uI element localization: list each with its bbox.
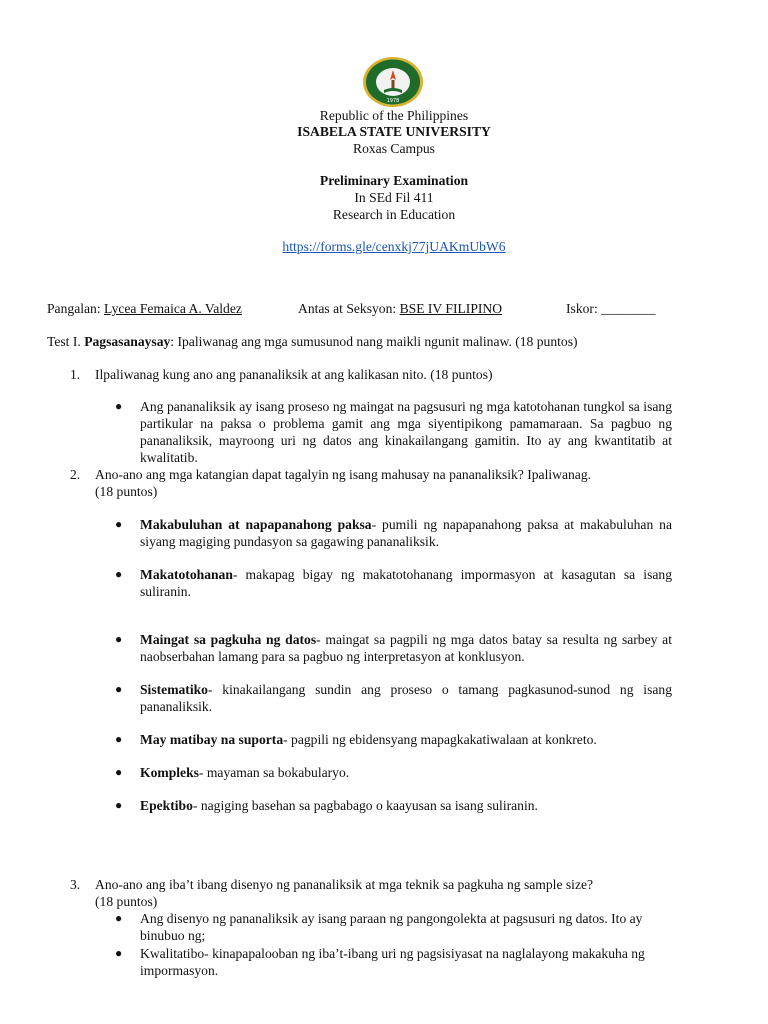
design-kwalitatibo: Kwalitatibo- kinapapalooban ng iba’t-ibang uri ng pagsisiyasat na naglalayong makakuha ng impormasyon. bbox=[140, 946, 645, 978]
test-instruction bbox=[47, 333, 578, 350]
trait-makatotohanan bbox=[140, 566, 672, 600]
trait-desc: - pumili ng napapanahong paksa at makabuluhan na siyang magiging pundasyon sa gagawing pananaliksik. bbox=[140, 517, 672, 549]
trait-term: Epektibo bbox=[140, 798, 193, 813]
question-1-answer: Ang pananaliksik ay isang proseso ng maingat na pagsusuri ng mga katotohanan tungkol sa isang partikular na paksa o problema gamit ang mga siyentipikong pamamaraan. Sa pagbuo ng pananaliksik, mayroong uri ng datos ang kinakailangang gamitin. Ito ay ang kwantitatib at kwalitatib. bbox=[140, 399, 672, 465]
bullet-icon: ● bbox=[115, 632, 123, 646]
bullet-icon: ● bbox=[115, 682, 123, 696]
trait-term: Makabuluhan at napapanahong paksa bbox=[140, 517, 372, 532]
bullet-icon: ● bbox=[115, 765, 123, 779]
name-value: Lycea Femaica A. Valdez bbox=[104, 301, 242, 316]
university-seal bbox=[362, 56, 424, 108]
question-3-text: Ano-ano ang iba’t ibang disenyo ng pananaliksik at mga teknik sa pagkuha ng sample size? bbox=[95, 877, 594, 892]
test-instruction-text: : Ipaliwanag ang mga sumusunod nang maikli ngunit malinaw. (18 puntos) bbox=[170, 334, 578, 349]
exam-title: Preliminary Examination bbox=[319, 173, 469, 188]
trait-sistematiko bbox=[140, 681, 672, 715]
student-info-row bbox=[47, 300, 242, 317]
trait-term: May matibay na suporta bbox=[140, 732, 284, 747]
trait-desc: - pagpili ng ebidensyang mapagkakatiwalaan at konkreto. bbox=[283, 732, 597, 747]
bullet-icon: ● bbox=[115, 732, 123, 746]
university-name: ISABELA STATE UNIVERSITY bbox=[297, 124, 491, 139]
bullet-icon: ● bbox=[115, 798, 123, 812]
trait-term: Makatotohanan bbox=[140, 567, 233, 582]
bullet-icon: ● bbox=[115, 399, 123, 413]
bullet-icon: ● bbox=[115, 911, 123, 925]
trait-makabuluhan bbox=[140, 516, 672, 550]
test-title: Pagsasanaysay bbox=[84, 334, 171, 349]
question-3-number: 3. bbox=[70, 877, 81, 892]
trait-epektibo bbox=[140, 797, 672, 814]
trait-desc: - mayaman sa bokabularyo. bbox=[198, 765, 350, 780]
question-1-number: 1. bbox=[70, 367, 81, 382]
question-2-number: 2. bbox=[70, 467, 81, 482]
score-blank: ________ bbox=[601, 301, 656, 316]
bullet-icon: ● bbox=[115, 946, 123, 960]
trait-maingat bbox=[140, 631, 672, 665]
trait-desc: - maingat sa pagpili ng mga datos batay sa resulta ng sarbey at naobserbahan lamang para sa pagbuo ng interpretasyon at konklusyon. bbox=[140, 632, 672, 664]
republic-line: Republic of the Philippines bbox=[319, 108, 469, 123]
question-2-points: (18 puntos) bbox=[95, 484, 158, 499]
section-label: Antas at Seksyon: bbox=[298, 301, 397, 316]
trait-kompleks bbox=[140, 764, 672, 781]
campus-name: Roxas Campus bbox=[353, 141, 435, 156]
trait-desc: - kinakailangang sundin ang proseso o tamang pagkasunod-sunod ng isang pananaliksik. bbox=[140, 682, 672, 714]
trait-desc: - nagiging basehan sa pagbabago o kaayusan sa isang suliranin. bbox=[192, 798, 538, 813]
trait-term: Kompleks bbox=[140, 765, 199, 780]
name-label: Pangalan: bbox=[47, 301, 101, 316]
score-label: Iskor: bbox=[566, 301, 598, 316]
course-code: In SEd Fil 411 bbox=[354, 190, 434, 205]
trait-term: Maingat sa pagkuha ng datos bbox=[140, 632, 317, 647]
course-title: Research in Education bbox=[332, 207, 456, 222]
design-definition: Ang disenyo ng pananaliksik ay isang paraan ng pangongolekta at pagsusuri ng datos. Ito ay binubuo ng; bbox=[140, 911, 643, 943]
svg-text:1978: 1978 bbox=[386, 98, 400, 104]
section-value: BSE IV FILIPINO bbox=[399, 301, 503, 316]
google-form-link[interactable]: https://forms.gle/cenxkj77jUAKmUbW6 bbox=[282, 239, 506, 254]
question-3-points: (18 puntos) bbox=[95, 894, 158, 909]
bullet-icon: ● bbox=[115, 517, 123, 531]
test-prefix: Test I. bbox=[47, 334, 81, 349]
bullet-icon: ● bbox=[115, 567, 123, 581]
question-2-text: Ano-ano ang mga katangian dapat tagalyin ng isang mahusay na pananaliksik? Ipaliwanag. bbox=[95, 467, 592, 482]
trait-suporta bbox=[140, 731, 672, 748]
trait-term: Sistematiko bbox=[140, 682, 208, 697]
trait-desc: - makapag bigay ng makatotohanang impormasyon at kasagutan sa isang suliranin. bbox=[140, 567, 672, 599]
question-1-text: Ilpaliwanag kung ano ang pananaliksik at ang kalikasan nito. (18 puntos) bbox=[95, 367, 493, 382]
